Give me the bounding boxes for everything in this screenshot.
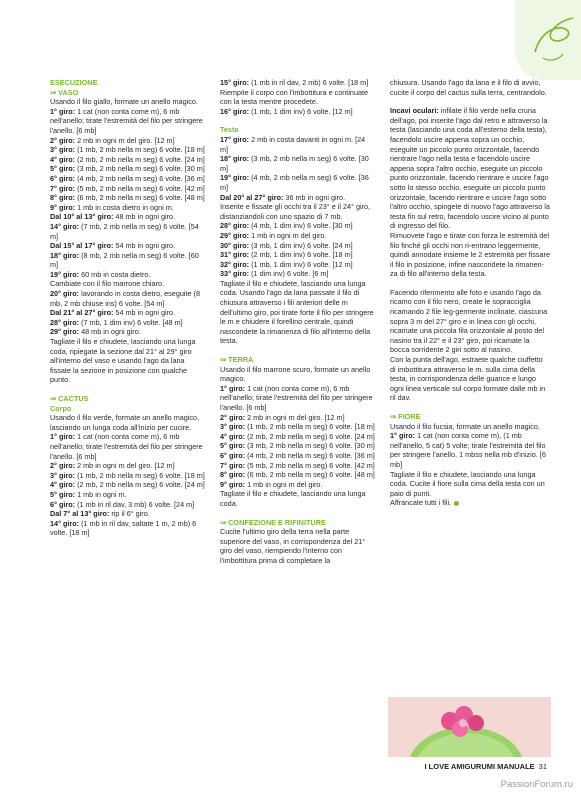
instruction-paragraph <box>50 184 205 194</box>
round-label: 8° giro: <box>220 470 246 480</box>
instruction-paragraph <box>50 413 205 432</box>
round-label: 29° giro: <box>50 327 80 337</box>
paragraph-text: (8 mb, 2 mb nella m seg) 6 volte. [60 m] <box>50 250 199 270</box>
instruction-paragraph <box>50 308 205 318</box>
paragraph-text: (6 mb, 2 mb nella m seg) 6 volte. [48 m] <box>75 193 205 203</box>
paragraph-text: 48 mb in ogni giro. <box>113 212 176 222</box>
instruction-paragraph <box>220 107 375 117</box>
instruction-paragraph <box>390 422 550 432</box>
instruction-paragraph <box>50 327 205 337</box>
paragraph-text: (5 mb, 2 mb nella m seg) 6 volte. [42 m] <box>75 183 205 193</box>
paragraph-text: Facendo riferimento alle foto e usando l'ago da ricamo con il filo nero, create le sopracciglia ricamando 2 file leg-germente inclinate, ciascuna sopra 3 m del 27° giro e in linea con gli occhi, ricamate una piccola fila orizzontale al posto del nasino tra il 22° e il 23° giro, poi ricamate la bocca sorridente 2 giri sotto al nasino. <box>390 287 548 355</box>
instruction-paragraph <box>50 318 205 328</box>
instruction-paragraph <box>390 498 550 508</box>
paragraph-text: (1 mb, 2 mb nella m seg) 6 volte. [18 m] <box>75 145 205 155</box>
paragraph-text: ⇒ CACTUS <box>50 394 89 403</box>
instruction-paragraph <box>390 470 550 499</box>
round-label: 18° giro: <box>50 250 80 260</box>
instruction-paragraph <box>220 365 375 384</box>
round-label: 28° giro: <box>50 317 80 327</box>
instruction-paragraph <box>50 471 205 481</box>
spacer <box>50 385 205 394</box>
section-heading <box>50 394 205 404</box>
instruction-paragraph <box>220 202 375 221</box>
paragraph-text: (7 mb, 2 mb nella m seg) 6 volte. [54 m] <box>50 221 199 241</box>
paragraph-text: 1 cat (non conta come m), 6 mb nell'anello; tirate l'estremità del filo per stringere l'anello. [6 mb] <box>50 432 203 461</box>
round-label: 3° giro: <box>50 470 76 480</box>
paragraph-text: (3 mb, 2 mb nella m seg) 6 volte. [30 m] <box>220 154 369 173</box>
section-heading <box>50 88 205 98</box>
paragraph-text: Riempite il corpo con l'imbottitura e continuate con la testa mentre procedete. <box>220 87 369 107</box>
round-label: Dal 7° al 13° giro: <box>50 509 110 519</box>
paragraph-text: Tagliate il filo e chiudete, lasciando una lunga coda, ripiegate la sezione dal 21° al 29° giro all'interno del vaso e usando l'ago da lana fissate la sezione in posizione con qualche punto. <box>50 337 196 385</box>
round-label: 9° giro: <box>220 479 246 489</box>
sub-heading <box>50 404 205 414</box>
instruction-paragraph <box>50 97 205 107</box>
paragraph-text: (1 mb, 1 dim inv) 6 volte. [12 m] <box>249 259 353 269</box>
section-heading <box>220 355 375 365</box>
paragraph-text: ESECUZIONE <box>50 78 98 87</box>
round-label: 4° giro: <box>220 431 246 441</box>
instruction-paragraph <box>220 279 375 346</box>
instruction-paragraph <box>220 78 375 88</box>
paragraph-text: Rimuovete l'ago e tirate con forza le estremità del filo finché gli occhi non ri-entrano leggermente, quindi annodate insieme le 2 estremità per fissare il filo in posizione, infine nascondete la rimanen-za di filo all'interno della testa. <box>390 230 550 279</box>
round-label: 30° giro: <box>220 240 250 250</box>
paragraph-text: 2 mb in costa davanti in ogni m. [24 m] <box>220 134 366 154</box>
paragraph-text: Testa <box>220 125 239 135</box>
round-label: 28° giro: <box>220 221 250 231</box>
instruction-paragraph <box>50 136 205 146</box>
paragraph-text: 1 cat (non conta come m), (1 mb nell'anello, 5 cat) 5 volte; tirate l'estremità del filo per stringere l'anello, 1 mbss nella mb d'inizio. [6 mb] <box>390 431 546 469</box>
spacer <box>390 403 550 412</box>
page-footer <box>425 762 547 771</box>
instruction-paragraph <box>50 222 205 241</box>
watermark: PassionForum.ru <box>500 779 573 790</box>
round-label: 2° giro: <box>220 412 246 422</box>
paragraph-text: chiusura. Usando l'ago da lana e il filo di avvio, cucite il corpo del cactus sulla terra, centrandolo. <box>390 78 547 97</box>
round-label: 1° giro: <box>50 106 76 116</box>
paragraph-text: Usando il filo marrone scuro, formate un anello magico. <box>220 364 371 384</box>
paragraph-text: (4 mb, 2 mb nella m seg) 6 volte. [36 m] <box>220 173 369 192</box>
paragraph-text: (4 mb, 2 mb nella m seg) 6 volte. [36 m] <box>245 450 375 460</box>
instruction-paragraph <box>390 106 550 231</box>
instruction-paragraph <box>50 164 205 174</box>
instruction-paragraph <box>50 490 205 500</box>
paragraph-text: Tagliate il filo e chiudete, lasciando una lunga coda. Usando l'ago da lana passate il filo di chiusura attraverso i fili anteriori delle m dell'ultimo giro, poi tirate forte il filo per stringere le m e chiudere il forellino centrale, quindi nascondete la rimanenza di filo all'interno della testa. <box>220 278 374 346</box>
paragraph-text: 1 cat (non conta come m), 6 mb nell'anello; tirate l'estremità del filo per stringere l'anello. [6 mb] <box>220 383 373 412</box>
paragraph-text: (4 mb, 1 dim inv) 6 volte. [30 m] <box>249 221 353 231</box>
instruction-paragraph <box>220 441 375 451</box>
round-label: 1° giro: <box>50 432 76 442</box>
column-middle <box>220 78 375 566</box>
paragraph-text: ⇒ CONFEZIONE E RIFINITURE <box>220 517 326 527</box>
paragraph-text: (2 mb, 2 mb nella m seg) 6 volte. [24 m] <box>75 480 205 490</box>
round-label: 5° giro: <box>50 489 76 499</box>
round-label: 14° giro: <box>50 221 80 231</box>
round-label: 6° giro: <box>50 499 76 509</box>
instruction-paragraph <box>50 155 205 165</box>
round-label: Dal 21° al 27° giro: <box>50 308 114 318</box>
round-label: 32° giro: <box>220 259 250 269</box>
paragraph-text: 54 mb in ogni giro. <box>113 241 176 251</box>
round-label: 19° giro: <box>220 173 250 183</box>
paragraph-text: 48 mb in ogni giro. <box>79 327 141 337</box>
paragraph-text: (1 mb in ril dav, 2 mb) 6 volte. [18 m] <box>249 78 369 87</box>
instruction-paragraph <box>220 135 375 154</box>
instruction-paragraph <box>390 431 550 469</box>
paragraph-text: (1 dim inv) 6 volte. [6 m] <box>249 269 329 279</box>
instruction-paragraph <box>220 231 375 241</box>
instruction-paragraph <box>220 432 375 442</box>
column-right <box>390 78 550 508</box>
paragraph-text: 1 mb in ogni m del giro. <box>245 479 323 489</box>
page-number: 31 <box>538 762 547 771</box>
instruction-paragraph <box>50 203 205 213</box>
spacer <box>390 97 550 106</box>
section-heading <box>390 412 550 422</box>
round-label: 4° giro: <box>50 154 76 164</box>
instruction-paragraph <box>220 461 375 471</box>
paragraph-text: Affrancate tutti i fili. <box>390 498 452 508</box>
paragraph-text: (1 mb in ril dav, saltate 1 m, 2 mb) 6 volte. [18 m] <box>50 518 197 538</box>
instruction-paragraph <box>50 432 205 461</box>
round-label: 2° giro: <box>50 135 76 145</box>
sub-heading <box>220 125 375 135</box>
round-label: 6° giro: <box>50 173 76 183</box>
paragraph-text: (3 mb, 2 mb nella m seg) 6 volte. [30 m] <box>75 164 205 174</box>
round-label: 18° giro: <box>220 154 250 164</box>
round-label: 3° giro: <box>220 422 246 432</box>
round-label: 9° giro: <box>50 202 76 212</box>
instruction-paragraph <box>50 279 205 289</box>
instruction-paragraph <box>50 461 205 471</box>
paragraph-text: Usando il filo fucsia, formate un anello magico. <box>390 421 540 431</box>
round-label: 29° giro: <box>220 230 250 240</box>
spacer <box>390 279 550 288</box>
instruction-paragraph <box>390 288 550 355</box>
paragraph-text: infilate il filo verde nella cruna dell'ago, poi inserite l'ago dal retro e attraverso la testa (lasciando una coda all'esterno della testa), facendolo uscire appena sopra un occhio, eseguite un piccolo punto orizzontale, facendo rientrare l'ago nella testa e facendolo uscire appena sopra l'altro occhio, eseguite un piccolo punto orizzontale, facendo rientrare e uscire l'ago sotto lo stesso occhio, eseguite un piccolo punto orizzontale, facendo rientrare e uscire l'ago sotto l'altro occhio, spingete di nuovo l'ago attraverso la testa fin sul retro, facendolo uscire vicino al punto di ingresso del filo. <box>390 106 550 231</box>
round-label: 5° giro: <box>220 441 246 451</box>
section-heading <box>220 518 375 528</box>
spacer <box>220 116 375 125</box>
paragraph-text: ⇒ TERRA <box>220 355 254 365</box>
round-label: 20° giro: <box>50 289 80 299</box>
hook-flourish-icon <box>515 0 581 80</box>
section-heading <box>50 78 205 88</box>
round-label: Dal 10° al 13° giro: <box>50 212 114 222</box>
instruction-paragraph <box>220 260 375 270</box>
instruction-paragraph <box>220 451 375 461</box>
round-label: 16° giro: <box>220 106 250 116</box>
instruction-paragraph <box>390 355 550 403</box>
paragraph-text: (1 mb, 1 dim inv) 6 volte. [12 m] <box>249 106 353 116</box>
paragraph-text: Tagliate il filo e chiudete, lasciando una lunga coda. <box>220 489 366 508</box>
paragraph-text: Inserite e fissate gli occhi tra il 23° e il 24° giro, distanziandoli con uno spazio di 7 mb. <box>220 202 371 221</box>
instruction-paragraph <box>220 250 375 260</box>
paragraph-text: (3 mb, 2 mb nella m seg) 6 volte. [30 m] <box>245 441 375 451</box>
paragraph-text: 1 mb in costa dietro in ogni m. <box>75 202 174 212</box>
instruction-paragraph <box>220 422 375 432</box>
paragraph-text: Con la punta dell'ago, estraete qualche ciuffetto di imbottitura attraverso le m. sulla cima della testa, in corrispondenza delle guance e lungo ogni linea verticale sul corpo formate dalle mb in ril dav. <box>390 355 546 403</box>
round-label: 1° giro: <box>220 383 246 393</box>
paragraph-text: (6 mb, 2 mb nella m seg) 6 volte. [48 m] <box>245 470 375 480</box>
round-label: 6° giro: <box>220 450 246 460</box>
column-left <box>50 78 205 538</box>
instruction-paragraph <box>220 173 375 192</box>
paragraph-text: (1 mb, 2 mb nella m seg) 6 volte. [18 m] <box>245 422 375 432</box>
paragraph-text: Cambiate con il filo marrone chiaro. <box>50 279 165 289</box>
paragraph-text: Cucite l'ultimo giro della terra nella parte superiore del vaso, in corrispondenza del 21° giro del vaso, riempiendo l'interno con l'imbottitura prima di completare la <box>220 527 366 565</box>
round-label: 14° giro: <box>50 518 80 528</box>
round-label: 7° giro: <box>50 183 76 193</box>
instruction-paragraph <box>50 193 205 203</box>
instruction-paragraph <box>50 500 205 510</box>
instruction-paragraph <box>220 384 375 413</box>
instruction-paragraph <box>50 107 205 136</box>
instruction-paragraph <box>220 221 375 231</box>
round-label: 33° giro: <box>220 269 250 279</box>
spacer <box>220 509 375 518</box>
paragraph-text: (4 mb, 2 mb nella m seg) 6 volte. [36 m] <box>75 173 205 183</box>
paragraph-text: ⇒ VASO <box>50 87 79 97</box>
paragraph-text: (2 mb, 2 mb nella m seg) 6 volte. [24 m] <box>75 154 205 164</box>
paragraph-text: 1 mb in ogni m del giro. <box>249 230 327 240</box>
paragraph-text: (5 mb, 2 mb nella m seg) 6 volte. [42 m] <box>245 460 375 470</box>
round-label: Dal 15° al 17° giro: <box>50 241 114 251</box>
instruction-paragraph <box>220 241 375 251</box>
cactus-flower-image <box>388 697 551 757</box>
magazine-logo-corner <box>515 0 581 80</box>
instruction-paragraph <box>50 480 205 490</box>
instruction-paragraph <box>50 270 205 280</box>
round-label: 1° giro: <box>390 431 416 441</box>
round-label: 17° giro: <box>220 134 250 144</box>
instruction-paragraph <box>390 231 550 279</box>
paragraph-text: lavorando in costa dietro, eseguite (8 mb, 2 mb chiuse ins) 6 volte. [54 m] <box>50 289 201 308</box>
instruction-paragraph <box>50 145 205 155</box>
instruction-paragraph <box>220 269 375 279</box>
end-dot-icon <box>454 501 459 506</box>
instruction-paragraph <box>220 470 375 480</box>
paragraph-text: (2 mb, 2 mb nella m seg) 6 volte. [24 m] <box>245 431 375 441</box>
paragraph-text: rip il 6° giro. <box>109 509 150 519</box>
round-label: 19° giro: <box>50 269 80 279</box>
paragraph-text: 54 mb in ogni giro. <box>113 308 176 318</box>
paragraph-text: 1 mb in ogni m. <box>75 489 127 499</box>
instruction-paragraph <box>220 154 375 173</box>
round-label: 4° giro: <box>50 480 76 490</box>
instruction-paragraph <box>50 212 205 222</box>
round-label: 31° giro: <box>220 250 250 260</box>
instruction-paragraph <box>50 251 205 270</box>
instruction-paragraph <box>220 527 375 565</box>
paragraph-text: Tagliate il filo e chiudete, lasciando una lunga coda. Cucite il fiore sulla cima della testa con un paio di punti. <box>390 469 545 498</box>
paragraph-text: 2 mb in ogni m del giro. [12 m] <box>75 461 175 471</box>
cactus-photo <box>388 697 551 757</box>
instruction-paragraph <box>50 509 205 519</box>
paragraph-text: Usando il filo verde, formate un anello magico, lasciando un lunga coda all'inizio per cucire. <box>50 413 200 432</box>
instruction-paragraph <box>50 519 205 538</box>
paragraph-text: ⇒ FIORE <box>390 412 421 421</box>
instruction-paragraph <box>220 413 375 423</box>
round-label: Incavi oculari: <box>390 106 439 116</box>
round-label: 15° giro: <box>220 78 250 87</box>
round-label: 2° giro: <box>50 461 76 471</box>
instruction-paragraph <box>390 78 550 97</box>
paragraph-text: Usando il filo giallo, formate un anello magico. <box>50 97 198 107</box>
round-label: 5° giro: <box>50 164 76 174</box>
paragraph-text: 36 mb in ogni giro. <box>283 192 346 202</box>
instruction-paragraph <box>220 193 375 203</box>
instruction-paragraph <box>50 337 205 385</box>
paragraph-text: (3 mb, 1 dim inv) 6 volte. [24 m] <box>249 240 353 250</box>
round-label: 3° giro: <box>50 145 76 155</box>
paragraph-text: 1 cat (non conta come m), 6 mb nell'anello; tirate l'estremità del filo per stringere l'anello. [6 mb] <box>50 106 203 135</box>
instruction-paragraph <box>50 174 205 184</box>
instruction-paragraph <box>220 88 375 107</box>
paragraph-text: 2 mb in ogni m del giro. [12 m] <box>75 135 175 145</box>
round-label: 7° giro: <box>220 460 246 470</box>
paragraph-text: 2 mb in ogni m del giro. [12 m] <box>245 412 345 422</box>
instruction-paragraph <box>50 241 205 251</box>
instruction-paragraph <box>220 480 375 490</box>
paragraph-text: (7 mb, 1 dim inv) 6 volte. [48 m] <box>79 317 183 327</box>
paragraph-text: 60 mb in costa dietro. <box>79 269 151 279</box>
round-label: 8° giro: <box>50 193 76 203</box>
paragraph-text: Corpo <box>50 403 72 413</box>
paragraph-text: (1 mb, 2 mb nella m seg) 6 volte. [18 m] <box>75 470 205 480</box>
magazine-title: I LOVE AMIGURUMI MANUALE <box>424 762 535 771</box>
instruction-paragraph <box>50 289 205 308</box>
spacer <box>220 346 375 355</box>
paragraph-text: (2 mb, 1 dim inv) 6 volte. [18 m] <box>249 250 353 260</box>
paragraph-text: (1 mb in ril dav, 3 mb) 6 volte. [24 m] <box>75 499 195 509</box>
round-label: Dal 20° al 27° giro: <box>220 192 284 202</box>
instruction-paragraph <box>220 489 375 508</box>
